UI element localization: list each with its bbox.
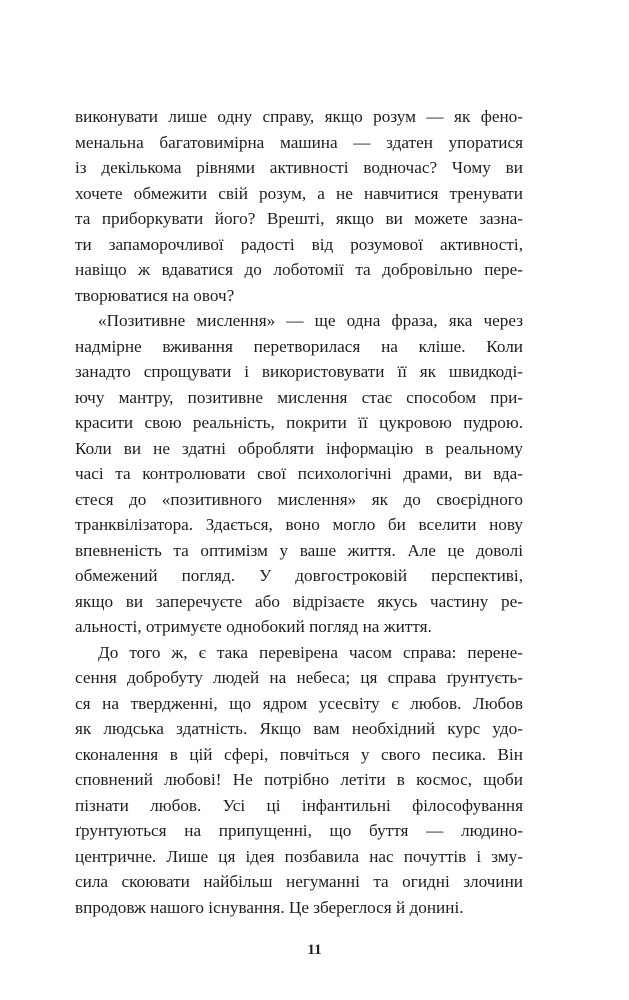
text-line: ти запаморочливої радості від розумової активності, xyxy=(75,234,523,254)
text-line: менальна багатовимірна машина — здатен упоратися xyxy=(75,132,523,152)
text-line: транквілізатора. Здається, воно могло би вселити нову xyxy=(75,515,523,534)
text-line: виконувати лише одну справу, якщо розум — як фено- xyxy=(75,107,523,126)
page-body xyxy=(75,104,523,920)
text-line: із декількома рівнями активності водночас? Чому ви xyxy=(75,158,523,177)
text-line: сконалення в цій сфері, повчіться у свого песика. Він xyxy=(75,744,523,764)
text-line: До того ж, є така перевірена часом справа: перене- xyxy=(98,642,523,662)
text-line: єтеся до «позитивного мислення» як до своєрідного xyxy=(75,489,523,509)
text-line: ючу мантру, позитивне мислення стає способом при- xyxy=(75,387,523,407)
page-number: 11 xyxy=(307,942,322,958)
text-line: як людська здатність. Якщо вам необхідний курс удо- xyxy=(75,719,523,738)
text-line: хочете обмежити свій розум, а не навчитися тренувати xyxy=(75,183,523,203)
paragraph xyxy=(75,308,523,640)
text-line: впевненість та оптимізм у ваше життя. Але це доволі xyxy=(75,540,523,560)
text-line: впродовж нашого існування. Це збереглося й донині. xyxy=(75,897,464,917)
text-line: занадто спрощувати і використовувати її як швидкоді- xyxy=(75,362,523,381)
text-line: сення добробуту людей на небеса; ця справа ґрунтуєть- xyxy=(75,668,523,687)
text-line: творюватися на овоч? xyxy=(75,285,235,305)
text-line: альності, отримуєте однобокий погляд на життя. xyxy=(75,617,432,636)
text-line: часі та контролювати свої психологічні драми, ви вда- xyxy=(75,464,523,483)
text-line: якщо ви заперечуєте або відрізаєте якусь частину ре- xyxy=(75,591,523,611)
paragraph xyxy=(75,104,523,308)
text-line: Коли ви не здатні обробляти інформацію в реальному xyxy=(75,438,523,458)
paragraph xyxy=(75,640,523,921)
text-line: красити свою реальність, покрити її цукровою пудрою. xyxy=(75,413,523,432)
text-line: надмірне вживання перетворилася на кліше. Коли xyxy=(75,336,523,356)
text-line: «Позитивне мислення» — ще одна фраза, яка через xyxy=(98,311,523,330)
text-line: сила скоювати найбільш негуманні та огидні злочини xyxy=(75,872,523,891)
text-line: обмежений погляд. У довгостроковій перспективі, xyxy=(75,566,523,585)
text-line: ґрунтуються на припущенні, що буття — людино- xyxy=(75,821,523,840)
text-line: та приборкувати його? Врешті, якщо ви можете зазна- xyxy=(75,209,523,228)
text-line: сповнений любові! Не потрібно летіти в космос, щоби xyxy=(75,770,523,789)
text-line: навіщо ж вдаватися до лоботомії та добровільно пере- xyxy=(75,260,523,279)
text-line: пізнати любов. Усі ці інфантильні філософування xyxy=(75,795,523,815)
text-line: центричне. Лише ця ідея позбавила нас почуттів і зму- xyxy=(75,846,523,866)
text-line: ся на твердженні, що ядром усесвіту є любов. Любов xyxy=(75,693,523,713)
